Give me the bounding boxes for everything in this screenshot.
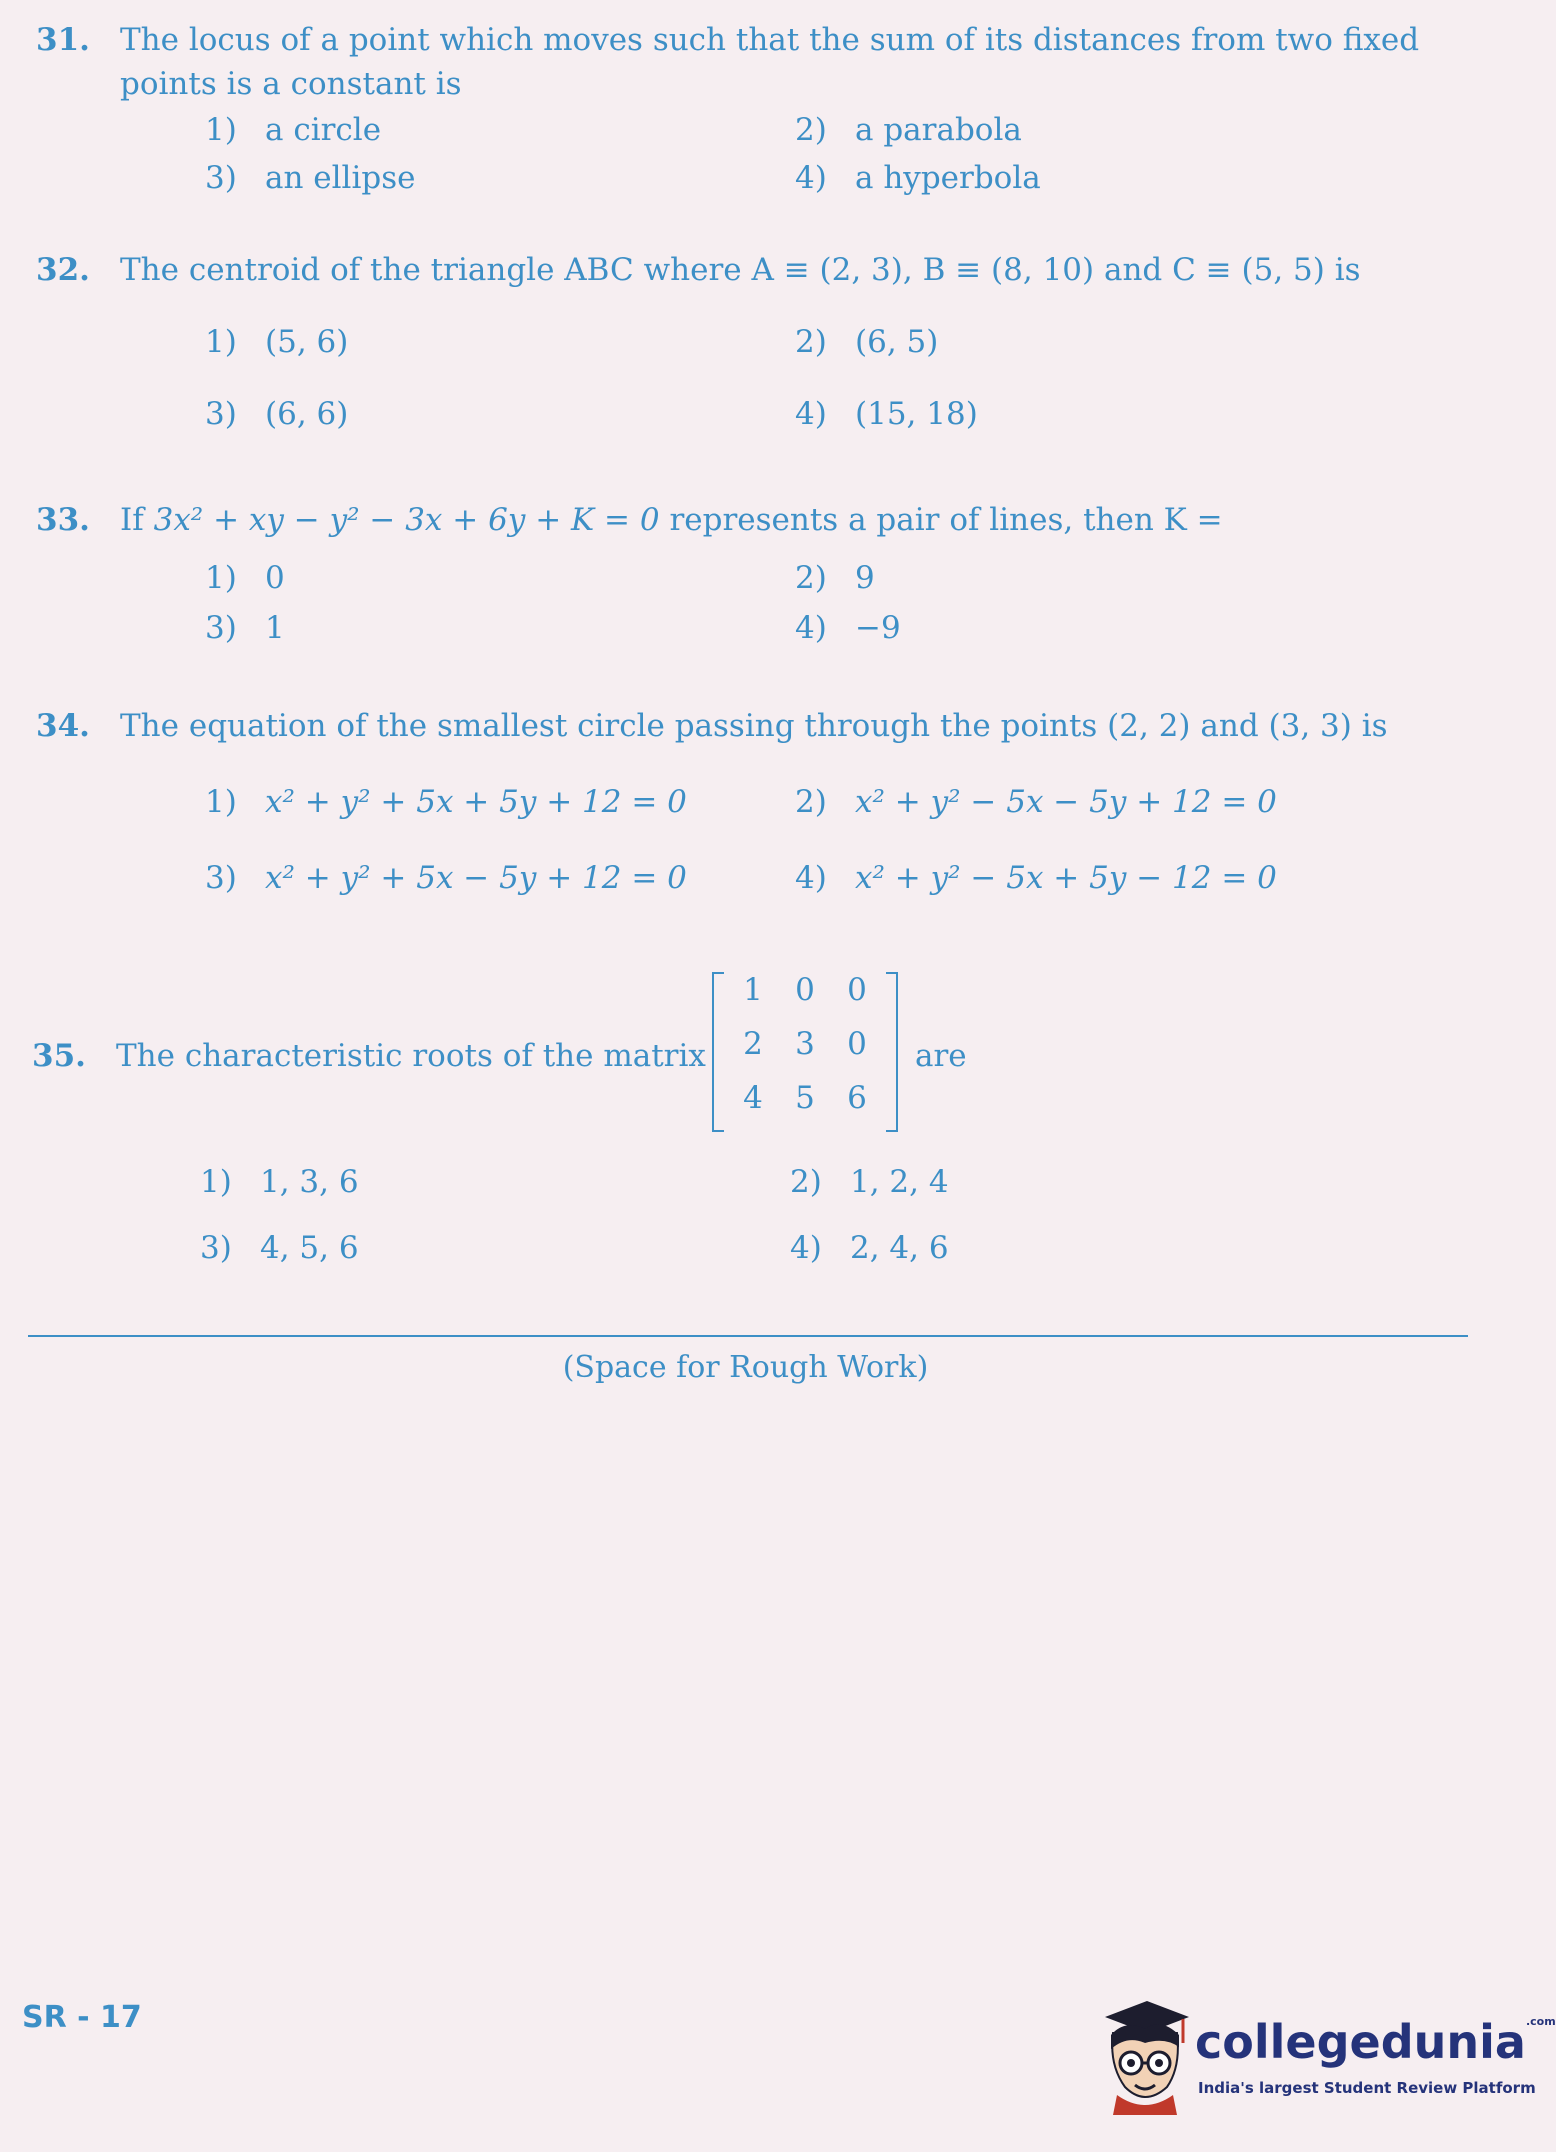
question-32-option-1 — [205, 324, 348, 360]
option-text: a parabola — [855, 112, 1022, 148]
option-number: 3) — [205, 396, 237, 432]
question-34-option-4 — [795, 860, 1277, 896]
option-number: 2) — [795, 560, 827, 596]
logo-tagline: India's largest Student Review Platform — [1198, 2079, 1536, 2097]
option-number: 2) — [795, 324, 827, 360]
question-31-number: 31. — [36, 22, 90, 58]
collegedunia-logo — [1095, 1995, 1556, 2115]
option-number: 4) — [795, 160, 827, 196]
mascot-icon — [1095, 1995, 1193, 2115]
logo-suffix: .com — [1525, 2015, 1556, 2028]
option-text: (5, 6) — [265, 324, 349, 360]
option-number: 4) — [795, 396, 827, 432]
question-33-option-4 — [795, 610, 901, 646]
question-33-suffix: represents a pair of lines, then K = — [669, 502, 1223, 538]
question-35-text: The characteristic roots of the matrix — [116, 1038, 706, 1074]
matrix-cell: 0 — [847, 972, 867, 1008]
option-number: 1) — [205, 784, 237, 820]
option-text: (15, 18) — [855, 396, 978, 432]
option-text: 0 — [265, 560, 285, 596]
question-31-option-4 — [795, 160, 1041, 196]
divider — [28, 1335, 1468, 1337]
matrix-cell: 3 — [795, 1026, 815, 1062]
option-text: 2, 4, 6 — [850, 1230, 949, 1266]
rough-work-label: (Space for Rough Work) — [562, 1350, 929, 1385]
option-number: 1) — [200, 1164, 232, 1200]
option-text: x² + y² + 5x − 5y + 12 = 0 — [265, 860, 687, 896]
logo-wordmark — [1195, 2015, 1556, 2069]
option-number: 1) — [205, 324, 237, 360]
option-number: 4) — [795, 860, 827, 896]
question-35-option-1 — [200, 1164, 359, 1200]
question-32-option-4 — [795, 396, 978, 432]
question-35-suffix: are — [915, 1038, 967, 1074]
matrix-cell: 2 — [743, 1026, 763, 1062]
matrix-left-bracket — [712, 972, 724, 1132]
question-35-option-4 — [790, 1230, 949, 1266]
matrix-right-bracket — [886, 972, 898, 1132]
option-text: a circle — [265, 112, 382, 148]
matrix — [712, 972, 898, 1128]
option-text: x² + y² + 5x + 5y + 12 = 0 — [265, 784, 687, 820]
option-number: 4) — [790, 1230, 822, 1266]
matrix-cell: 6 — [847, 1080, 867, 1116]
matrix-cell: 1 — [743, 972, 763, 1008]
question-33-option-2 — [795, 560, 875, 596]
option-text: x² + y² − 5x − 5y + 12 = 0 — [855, 784, 1277, 820]
matrix-cell: 4 — [743, 1080, 763, 1116]
option-text: (6, 5) — [855, 324, 939, 360]
question-33-text — [120, 498, 1223, 542]
question-33-option-3 — [205, 610, 285, 646]
question-32-text: The centroid of the triangle ABC where A ≡ (2, 3), B ≡ (8, 10) and C ≡ (5, 5) is — [120, 252, 1361, 288]
option-text: x² + y² − 5x + 5y − 12 = 0 — [855, 860, 1277, 896]
option-text: (6, 6) — [265, 396, 349, 432]
question-34-text: The equation of the smallest circle passing through the points (2, 2) and (3, 3) is — [120, 708, 1388, 744]
option-text: 1, 3, 6 — [260, 1164, 359, 1200]
question-35-option-3 — [200, 1230, 359, 1266]
matrix-cell: 5 — [795, 1080, 815, 1116]
question-31-text: The locus of a point which moves such that the sum of its distances from two fixed points is a constant is — [120, 22, 1420, 102]
question-34-option-1 — [205, 784, 687, 820]
option-text: −9 — [855, 610, 901, 646]
question-32-number: 32. — [36, 252, 90, 288]
option-number: 1) — [205, 112, 237, 148]
option-number: 2) — [795, 112, 827, 148]
option-number: 1) — [205, 560, 237, 596]
option-text: 9 — [855, 560, 875, 596]
option-text: 1 — [265, 610, 285, 646]
question-35-number: 35. — [32, 1038, 86, 1074]
matrix-cell: 0 — [847, 1026, 867, 1062]
question-31-option-2 — [795, 112, 1022, 148]
logo-name: collegedunia — [1195, 2015, 1526, 2069]
option-number: 2) — [795, 784, 827, 820]
question-33-equation: 3x² + xy − y² − 3x + 6y + K = 0 — [153, 502, 660, 538]
option-number: 3) — [205, 160, 237, 196]
option-number: 3) — [205, 610, 237, 646]
question-32-option-2 — [795, 324, 938, 360]
page-code: SR - 17 — [22, 2000, 142, 2035]
question-31-option-3 — [205, 160, 416, 196]
question-34-number: 34. — [36, 708, 90, 744]
question-33-prefix: If — [120, 502, 144, 538]
question-35-option-2 — [790, 1164, 949, 1200]
option-number: 3) — [205, 860, 237, 896]
option-number: 2) — [790, 1164, 822, 1200]
option-text: a hyperbola — [855, 160, 1041, 196]
option-text: 1, 2, 4 — [850, 1164, 949, 1200]
matrix-cell: 0 — [795, 972, 815, 1008]
question-33-option-1 — [205, 560, 285, 596]
question-32-option-3 — [205, 396, 348, 432]
question-33-number: 33. — [36, 502, 90, 538]
option-text: an ellipse — [265, 160, 416, 196]
option-number: 4) — [795, 610, 827, 646]
question-34-option-2 — [795, 784, 1277, 820]
question-31-option-1 — [205, 112, 381, 148]
option-text: 4, 5, 6 — [260, 1230, 359, 1266]
option-number: 3) — [200, 1230, 232, 1266]
question-34-option-3 — [205, 860, 687, 896]
